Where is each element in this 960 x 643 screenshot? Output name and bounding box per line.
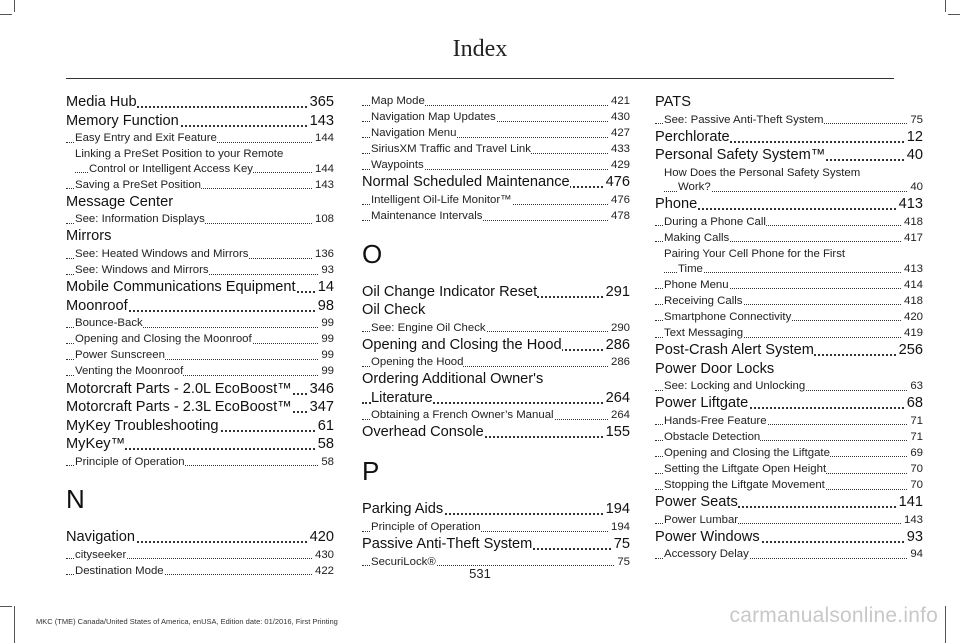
entry-text: Opening and Closing the Moonroof xyxy=(75,333,252,346)
page-ref: 93 xyxy=(906,528,923,545)
entry-text: Power Sunscreen xyxy=(75,349,165,362)
page-ref: 429 xyxy=(610,159,630,172)
index-entry xyxy=(362,174,630,191)
entry-text: Hands-Free Feature xyxy=(664,414,767,427)
index-heading: PATS xyxy=(655,94,691,110)
index-subentry xyxy=(66,263,334,278)
index-entry xyxy=(362,390,630,407)
entry-text: See: Locking and Unlocking xyxy=(664,380,806,393)
entry-text: Oil Change Indicator Reset xyxy=(362,283,538,300)
index-column-3 xyxy=(655,94,923,563)
page-ref: 427 xyxy=(610,127,630,140)
index-subentry xyxy=(655,462,923,477)
index-entry xyxy=(66,418,334,435)
entry-text: Receiving Calls xyxy=(664,294,743,307)
page-ref: 291 xyxy=(605,283,630,300)
index-subentry xyxy=(655,113,923,128)
index-entry xyxy=(66,436,334,453)
entry-text: Power Windows xyxy=(655,528,760,545)
entry-text: Media Hub xyxy=(66,94,137,110)
index-heading: Oil Check xyxy=(362,302,426,319)
entry-text: See: Passive Anti-Theft System xyxy=(664,113,824,126)
entry-text: MyKey Troubleshooting xyxy=(66,417,219,434)
page-ref: 14 xyxy=(317,279,334,296)
index-entry xyxy=(66,113,334,130)
header-rule xyxy=(66,78,894,79)
page-ref: 433 xyxy=(610,143,630,156)
index-column-1 xyxy=(66,94,334,580)
page-ref: 264 xyxy=(610,409,630,422)
page-ref: 346 xyxy=(309,380,334,397)
index-subentry xyxy=(362,321,630,336)
index-subentry xyxy=(655,430,923,445)
page-ref: 99 xyxy=(321,349,334,362)
crop-mark-top-right-h xyxy=(948,14,960,15)
page-ref: 420 xyxy=(309,529,334,546)
page-ref: 420 xyxy=(903,310,923,323)
entry-text: Intelligent Oil-Life Monitor™ xyxy=(371,193,512,206)
entry-text: Perchlorate xyxy=(655,128,730,145)
index-subentry xyxy=(362,209,630,224)
entry-text: Bounce-Back xyxy=(75,317,143,330)
entry-text: Text Messaging xyxy=(664,326,744,339)
entry-text: See: Heated Windows and Mirrors xyxy=(75,247,249,260)
page-ref: 422 xyxy=(314,564,334,577)
index-entry xyxy=(362,501,630,518)
page-ref: 40 xyxy=(910,181,923,194)
section-letter: O xyxy=(362,238,383,269)
page-ref: 264 xyxy=(605,389,630,406)
entry-text: Setting the Liftgate Open Height xyxy=(664,462,827,475)
index-subentry xyxy=(66,364,334,379)
entry-text: Opening and Closing the Hood xyxy=(362,336,562,353)
entry-text: Literature xyxy=(371,389,433,406)
page-ref: 144 xyxy=(314,132,334,144)
page-ref: 476 xyxy=(610,193,630,206)
index-subentry xyxy=(66,348,334,363)
page-ref: 136 xyxy=(314,247,334,260)
section-letter: N xyxy=(66,484,85,515)
crop-mark-bottom-left xyxy=(14,606,15,643)
entry-text: Overhead Console xyxy=(362,424,484,441)
entry-text: Accessory Delay xyxy=(664,548,749,561)
page-ref: 365 xyxy=(309,94,334,110)
index-subentry xyxy=(655,547,923,562)
entry-text: cityseeker xyxy=(75,548,127,561)
index-subentry xyxy=(362,110,630,125)
entry-text: Stopping the Liftgate Movement xyxy=(664,479,825,491)
index-entry xyxy=(66,279,334,296)
index-column-2 xyxy=(362,94,630,571)
entry-text: Linking a PreSet Position to your Remote xyxy=(75,147,334,162)
page-ref: 286 xyxy=(605,336,630,353)
entry-text: Power Seats xyxy=(655,494,738,511)
page-ref: 144 xyxy=(314,162,334,175)
index-subentry xyxy=(362,142,630,157)
page-ref: 68 xyxy=(906,395,923,412)
page-ref: 347 xyxy=(309,399,334,416)
index-heading: Mirrors xyxy=(66,228,112,245)
index-subentry xyxy=(655,326,923,341)
entry-text-continued: Control or Intelligent Access Key xyxy=(89,162,253,175)
index-subentry xyxy=(66,548,334,563)
entry-text-continued: Work? xyxy=(678,181,711,194)
entry-text: Personal Safety System™ xyxy=(655,147,826,164)
index-entry xyxy=(362,284,630,301)
index-subentry xyxy=(66,178,334,193)
page-ref: 414 xyxy=(903,278,923,291)
page-ref: 143 xyxy=(309,112,334,129)
index-entry xyxy=(66,298,334,315)
page-ref: 94 xyxy=(910,548,923,561)
entry-text: Motorcraft Parts - 2.3L EcoBoost™ xyxy=(66,399,292,416)
entry-text: Making Calls xyxy=(664,231,730,244)
entry-text: Map Mode xyxy=(371,95,425,107)
page-ref: 418 xyxy=(903,215,923,228)
entry-text: Saving a PreSet Position xyxy=(75,178,202,191)
page-ref: 69 xyxy=(910,446,923,459)
entry-text: Navigation xyxy=(66,529,135,546)
index-subentry xyxy=(362,94,630,109)
index-subentry xyxy=(66,247,334,262)
page-ref: 194 xyxy=(605,501,630,518)
watermark: carmanualsonline.info xyxy=(729,604,938,627)
entry-text: Power Lumbar xyxy=(664,513,739,526)
page-ref: 99 xyxy=(321,333,334,346)
crop-mark-top-left-h xyxy=(0,14,12,15)
page-ref: 256 xyxy=(898,342,923,359)
index-entry xyxy=(362,536,630,553)
index-subentry xyxy=(362,158,630,173)
entry-text: SiriusXM Traffic and Travel Link xyxy=(371,143,531,156)
entry-text: Moonroof xyxy=(66,297,128,314)
entry-text: Principle of Operation xyxy=(371,520,481,533)
entry-text: During a Phone Call xyxy=(664,215,766,228)
page-ref: 70 xyxy=(910,462,923,475)
entry-text: Maintenance Intervals xyxy=(371,210,483,223)
page-ref: 61 xyxy=(317,417,334,434)
entry-text: How Does the Personal Safety System xyxy=(664,166,923,181)
page-ref: 75 xyxy=(613,536,630,553)
index-entry xyxy=(655,395,923,412)
page-ref: 108 xyxy=(314,213,334,226)
index-entry xyxy=(66,399,334,416)
index-subentry xyxy=(362,408,630,423)
index-subentry xyxy=(655,231,923,246)
page-ref: 419 xyxy=(903,326,923,339)
index-subentry xyxy=(655,166,923,195)
entry-continuation xyxy=(664,262,923,277)
entry-text: Passive Anti-Theft System xyxy=(362,536,533,553)
entry-text: Pairing Your Cell Phone for the First xyxy=(664,247,923,262)
page-ref: 40 xyxy=(906,147,923,164)
index-subentry xyxy=(655,478,923,493)
page-ref: 12 xyxy=(906,128,923,145)
entry-text: Opening and Closing the Liftgate xyxy=(664,446,830,459)
index-subentry xyxy=(362,193,630,208)
index-subentry xyxy=(362,126,630,141)
index-subentry xyxy=(66,147,334,176)
page-ref: 63 xyxy=(910,380,923,393)
index-heading: Power Door Locks xyxy=(655,360,775,377)
page-ref: 70 xyxy=(910,479,923,491)
entry-text-continued: Time xyxy=(678,262,703,275)
index-subentry xyxy=(655,513,923,528)
entry-text: Memory Function xyxy=(66,112,179,129)
index-subentry xyxy=(655,215,923,230)
crop-mark-top-right xyxy=(945,0,946,12)
index-subentry xyxy=(362,520,630,535)
entry-text: Obstacle Detection xyxy=(664,430,761,443)
page-title: Index xyxy=(452,36,508,62)
entry-text: Opening the Hood xyxy=(371,356,464,369)
index-entry xyxy=(655,196,923,213)
page-ref: 155 xyxy=(605,424,630,441)
index-subentry xyxy=(66,212,334,227)
index-subentry xyxy=(66,316,334,331)
index-subentry xyxy=(655,278,923,293)
page-ref: 476 xyxy=(605,174,630,191)
entry-continuation xyxy=(664,180,923,195)
entry-text: Phone Menu xyxy=(664,278,729,291)
index-subentry xyxy=(66,332,334,347)
entry-continuation xyxy=(75,162,334,177)
page-ref: 143 xyxy=(314,178,334,191)
index-subentry xyxy=(655,247,923,276)
index-subentry xyxy=(655,414,923,429)
entry-text: Power Liftgate xyxy=(655,395,749,412)
page-ref: 430 xyxy=(314,548,334,561)
index-subentry xyxy=(362,355,630,370)
page-ref: 58 xyxy=(321,455,334,468)
crop-mark-bottom-left-h xyxy=(0,606,12,607)
page-ref: 99 xyxy=(321,317,334,330)
entry-text: Phone xyxy=(655,196,698,213)
page-ref: 430 xyxy=(610,111,630,124)
index-entry xyxy=(362,337,630,354)
page-ref: 75 xyxy=(617,555,630,568)
page-ref: 93 xyxy=(321,264,334,277)
crop-mark-bottom-right xyxy=(945,606,946,643)
index-subentry xyxy=(655,379,923,394)
page-ref: 413 xyxy=(903,262,923,275)
entry-text: Navigation Map Updates xyxy=(371,111,496,124)
index-entry xyxy=(66,94,334,111)
entry-text: Easy Entry and Exit Feature xyxy=(75,132,217,144)
index-subentry xyxy=(655,310,923,325)
page-ref: 194 xyxy=(610,520,630,533)
entry-text: Motorcraft Parts - 2.0L EcoBoost™ xyxy=(66,380,292,397)
index-subentry xyxy=(66,131,334,146)
page-ref: 421 xyxy=(610,95,630,107)
index-subentry xyxy=(655,446,923,461)
entry-text: SecuriLock® xyxy=(371,555,436,568)
entry-text: Mobile Communications Equipment xyxy=(66,279,296,296)
page-ref: 290 xyxy=(610,321,630,334)
index-heading: Message Center xyxy=(66,193,174,210)
page-ref: 58 xyxy=(317,436,334,453)
entry-text: Smartphone Connectivity xyxy=(664,310,792,323)
entry-text: Destination Mode xyxy=(75,564,164,577)
index-subentry xyxy=(655,294,923,309)
entry-text: See: Windows and Mirrors xyxy=(75,264,209,277)
page-ref: 418 xyxy=(903,294,923,307)
index-entry xyxy=(66,381,334,398)
index-subentry xyxy=(66,455,334,470)
page-ref: 417 xyxy=(903,231,923,244)
index-entry xyxy=(655,494,923,511)
page-ref: 71 xyxy=(910,414,923,427)
index-entry xyxy=(655,129,923,146)
page-ref: 99 xyxy=(321,365,334,378)
entry-text: Venting the Moonroof xyxy=(75,365,184,378)
entry-text: See: Information Displays xyxy=(75,213,205,226)
page-ref: 98 xyxy=(317,297,334,314)
page-ref: 143 xyxy=(903,513,923,526)
entry-text: Parking Aids xyxy=(362,501,444,518)
edition-footer: MKC (TME) Canada/United States of America, enUSA, Edition date: 01/2016, First Printing xyxy=(36,617,338,626)
entry-text: Post-Crash Alert System xyxy=(655,342,814,359)
index-entry xyxy=(655,147,923,164)
page-ref: 75 xyxy=(910,113,923,126)
page-ref: 413 xyxy=(898,196,923,213)
page-ref: 141 xyxy=(898,494,923,511)
page-ref: 286 xyxy=(610,356,630,369)
entry-text: Waypoints xyxy=(371,159,424,172)
entry-text: Navigation Menu xyxy=(371,127,457,140)
index-entry xyxy=(655,342,923,359)
entry-text: Principle of Operation xyxy=(75,455,185,468)
entry-text: Obtaining a French Owner’s Manual xyxy=(371,409,554,422)
index-heading: Ordering Additional Owner's xyxy=(362,371,544,388)
index-entry xyxy=(655,529,923,546)
entry-text: Normal Scheduled Maintenance xyxy=(362,174,570,191)
page-ref: 71 xyxy=(910,430,923,443)
entry-text: See: Engine Oil Check xyxy=(371,321,486,334)
section-letter: P xyxy=(362,456,380,487)
page-number: 531 xyxy=(469,566,491,581)
crop-mark-top-left xyxy=(14,0,15,12)
page-ref: 478 xyxy=(610,210,630,223)
entry-text: MyKey™ xyxy=(66,436,126,453)
index-entry xyxy=(66,529,334,546)
index-entry xyxy=(362,424,630,441)
